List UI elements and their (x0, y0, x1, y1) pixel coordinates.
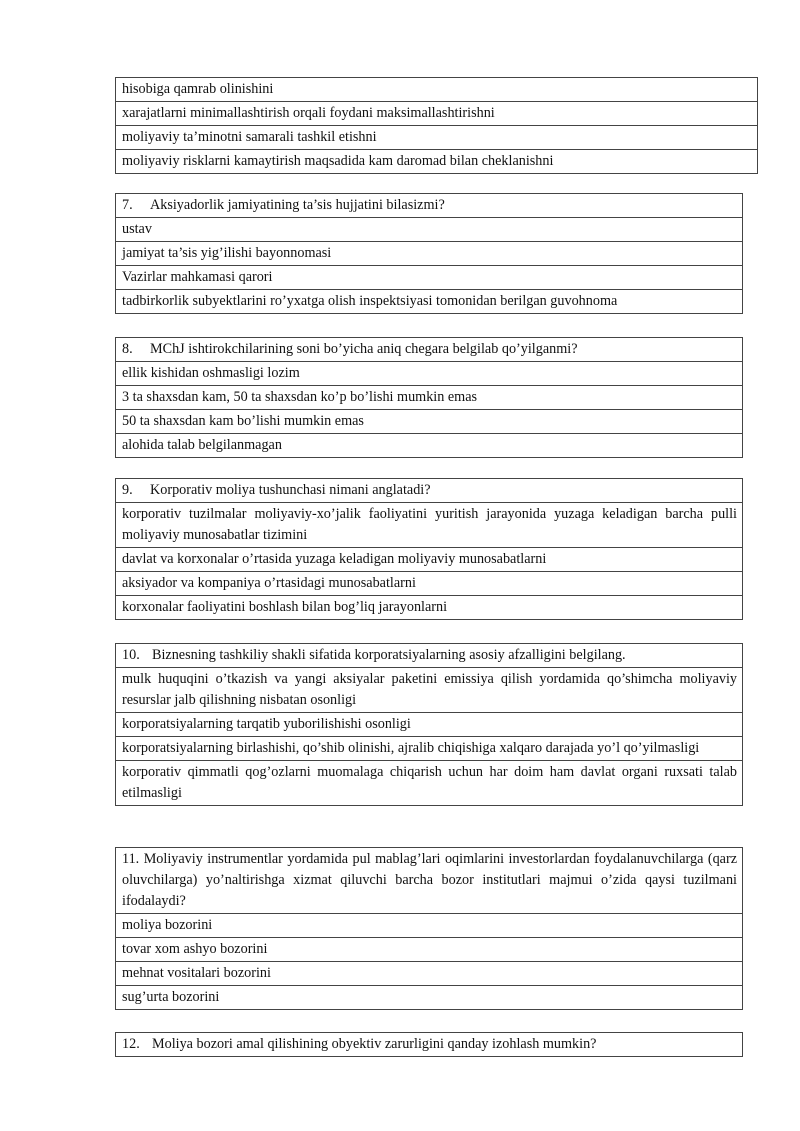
question-block-continued (115, 77, 758, 174)
question-label: MChJ ishtirokchilarining soni bo’yicha aniq chegara belgilab qo’yilganmi? (150, 341, 578, 357)
question-number: 11. (122, 851, 140, 867)
question-block-8 (115, 337, 743, 458)
question-number: 7. (122, 197, 133, 213)
answer-option[interactable]: ustav (116, 218, 743, 242)
answer-option[interactable]: moliyaviy ta’minotni samarali tashkil etishni (116, 126, 758, 150)
answer-option[interactable]: jamiyat ta’sis yig’ilishi bayonnomasi (116, 242, 743, 266)
answer-option[interactable]: tadbirkorlik subyektlarini ro’yxatga olish inspektsiyasi tomonidan berilgan guvohnoma (116, 290, 743, 314)
answer-option[interactable]: aksiyador va kompaniya o’rtasidagi munosabatlarni (116, 572, 743, 596)
question-block-7 (115, 193, 743, 314)
question-number: 12. (122, 1036, 140, 1052)
answer-option[interactable]: tovar xom ashyo bozorini (116, 938, 743, 962)
question-number: 10. (122, 647, 140, 663)
question-label: Biznesning tashkiliy shakli sifatida korporatsiyalarning asosiy afzalligini belgilang. (152, 647, 626, 663)
question-text (116, 194, 743, 218)
answer-option[interactable]: sug’urta bozorini (116, 986, 743, 1010)
question-block-12 (115, 1032, 743, 1057)
answer-option[interactable]: 50 ta shaxsdan kam bo’lishi mumkin emas (116, 410, 743, 434)
answer-option[interactable]: ellik kishidan oshmasligi lozim (116, 362, 743, 386)
question-text (116, 1033, 743, 1057)
question-text (116, 479, 743, 503)
question-label: Moliyaviy instrumentlar yordamida pul mablag’lari oqimlarini investorlardan foydalanuvchilarga (qarz oluvchilarga) yo’naltirishga xizmat qiluvchi barcha bozor institutlari majmui o’zida qaysi tuzilmani ifodalaydi? (122, 851, 737, 909)
answer-option[interactable]: korxonalar faoliyatini boshlash bilan bog’liq jarayonlarni (116, 596, 743, 620)
answer-option[interactable]: moliyaviy risklarni kamaytirish maqsadida kam daromad bilan cheklanishni (116, 150, 758, 174)
answer-option[interactable]: korporatsiyalarning birlashishi, qo’shib olinishi, ajralib chiqishiga xalqaro darajada yo’l qo’yilmasligi (116, 737, 743, 761)
question-block-9 (115, 478, 743, 620)
question-block-11 (115, 847, 743, 1010)
answer-option[interactable]: xarajatlarni minimallashtirish orqali foydani maksimallashtirishni (116, 102, 758, 126)
answer-option[interactable]: moliya bozorini (116, 914, 743, 938)
answer-option[interactable]: hisobiga qamrab olinishini (116, 78, 758, 102)
question-number: 9. (122, 482, 133, 498)
question-block-10 (115, 643, 743, 806)
question-text (116, 644, 743, 668)
question-text (116, 338, 743, 362)
answer-option[interactable]: alohida talab belgilanmagan (116, 434, 743, 458)
question-label: Moliya bozori amal qilishining obyektiv zarurligini qanday izohlash mumkin? (152, 1036, 597, 1052)
question-number: 8. (122, 341, 133, 357)
answer-option[interactable]: korporativ tuzilmalar moliyaviy-xo’jalik faoliyatini yuritish jarayonida yuzaga keladigan barcha pulli moliyaviy munosabatlar tizimini (116, 503, 743, 548)
question-text (116, 848, 743, 914)
answer-option[interactable]: 3 ta shaxsdan kam, 50 ta shaxsdan ko’p bo’lishi mumkin emas (116, 386, 743, 410)
question-label: Aksiyadorlik jamiyatining ta’sis hujjatini bilasizmi? (150, 197, 445, 213)
answer-option[interactable]: korporativ qimmatli qog’ozlarni muomalaga chiqarish uchun har doim ham davlat organi ruxsati talab etilmasligi (116, 761, 743, 806)
answer-option[interactable]: mehnat vositalari bozorini (116, 962, 743, 986)
answer-option[interactable]: davlat va korxonalar o’rtasida yuzaga keladigan moliyaviy munosabatlarni (116, 548, 743, 572)
answer-option[interactable]: Vazirlar mahkamasi qarori (116, 266, 743, 290)
question-label: Korporativ moliya tushunchasi nimani anglatadi? (150, 482, 431, 498)
answer-option[interactable]: mulk huquqini o’tkazish va yangi aksiyalar paketini emissiya qilish yordamida qo’shimcha moliyaviy resurslar jalb qilishning nisbatan osonligi (116, 668, 743, 713)
answer-option[interactable]: korporatsiyalarning tarqatib yuborilishishi osonligi (116, 713, 743, 737)
